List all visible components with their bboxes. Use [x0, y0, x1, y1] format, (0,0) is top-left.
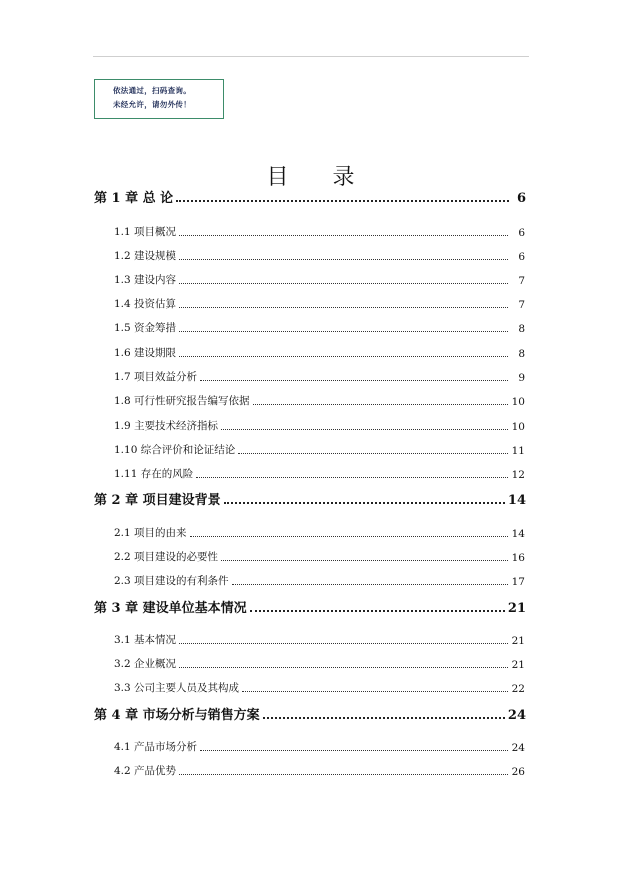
- toc-page-number: 9: [518, 372, 525, 384]
- toc-page-number: 14: [507, 493, 526, 508]
- toc-section-entry[interactable]: [114, 740, 525, 754]
- toc-section-entry[interactable]: [114, 419, 525, 433]
- toc-page-number: 6: [518, 251, 525, 263]
- toc-page-number: 21: [511, 635, 525, 647]
- toc-entry-label: 2.3 项目建设的有利条件: [114, 575, 229, 587]
- toc-entry-label: 1.4 投资估算: [114, 298, 177, 310]
- notice-stamp: [94, 79, 224, 119]
- toc-section-entry[interactable]: [114, 526, 525, 540]
- toc-entry-label: 3.3 公司主要人员及其构成: [114, 682, 240, 694]
- toc-title: 目录: [266, 165, 399, 190]
- toc-section-entry[interactable]: [114, 681, 525, 695]
- toc-entry-label: 1.3 建设内容: [114, 274, 177, 286]
- dot-leader: [179, 307, 508, 308]
- toc-chapter-entry[interactable]: [94, 598, 526, 616]
- toc-page-number: 17: [511, 576, 525, 588]
- dot-leader: [242, 691, 508, 692]
- dot-leader: [238, 453, 508, 454]
- toc-entry-label: 3.1 基本情况: [114, 634, 177, 646]
- toc-section-entry[interactable]: [114, 321, 525, 335]
- toc-entry-label: 1.2 建设规模: [114, 250, 177, 262]
- dot-leader: [179, 259, 508, 260]
- toc-entry-label: 1.1 项目概况: [114, 226, 177, 238]
- toc-section-entry[interactable]: [114, 273, 525, 287]
- toc-page-number: 14: [511, 528, 525, 540]
- toc-page-number: 7: [518, 299, 525, 311]
- toc-entry-label: 1.9 主要技术经济指标: [114, 420, 219, 432]
- toc-page-number: 8: [518, 348, 525, 360]
- toc-section-entry[interactable]: [114, 467, 525, 481]
- toc-entry-label: 4.1 产品市场分析: [114, 741, 198, 753]
- toc-page-number: 11: [511, 445, 525, 457]
- toc-entry-label: 第 1 章 总 论: [94, 191, 174, 206]
- dot-leader: [179, 774, 508, 775]
- toc-entry-label: 3.2 企业概况: [114, 658, 177, 670]
- dot-leader: [200, 750, 508, 751]
- toc-section-entry[interactable]: [114, 370, 525, 384]
- toc-entry-label: 1.10 综合评价和论证结论: [114, 444, 236, 456]
- dot-leader: [253, 404, 508, 405]
- dot-leader: [179, 331, 508, 332]
- toc-page-number: 26: [511, 766, 525, 778]
- toc-entry-label: 1.8 可行性研究报告编写依据: [114, 395, 250, 407]
- dot-leader: [179, 643, 508, 644]
- dot-leader: [250, 610, 505, 612]
- toc-chapter-entry[interactable]: [94, 705, 526, 723]
- dot-leader: [179, 283, 508, 284]
- dot-leader: [263, 717, 505, 719]
- toc-section-entry[interactable]: [114, 764, 525, 778]
- toc-page-number: 10: [511, 396, 525, 408]
- dot-leader: [190, 536, 508, 537]
- header-rule: [93, 56, 529, 57]
- toc-section-entry[interactable]: [114, 633, 525, 647]
- dot-leader: [176, 200, 509, 202]
- toc-section-entry[interactable]: [114, 657, 525, 671]
- toc-chapter-entry[interactable]: [94, 490, 526, 508]
- dot-leader: [179, 356, 508, 357]
- toc-entry-label: 第 4 章 市场分析与销售方案: [94, 708, 260, 723]
- toc-section-entry[interactable]: [114, 346, 525, 360]
- toc-entry-label: 2.2 项目建设的必要性: [114, 551, 219, 563]
- toc-section-entry[interactable]: [114, 297, 525, 311]
- toc-section-entry[interactable]: [114, 550, 525, 564]
- dot-leader: [179, 667, 508, 668]
- toc-entry-label: 第 3 章 建设单位基本情况: [94, 601, 247, 616]
- dot-leader: [232, 584, 508, 585]
- toc-page-number: 24: [511, 742, 525, 754]
- toc-entry-label: 1.6 建设期限: [114, 347, 177, 359]
- toc-page-number: 16: [511, 552, 525, 564]
- stamp-line-2: 未经允许，请勿外传！: [113, 100, 191, 109]
- dot-leader: [200, 380, 508, 381]
- toc-entry-label: 1.5 资金筹措: [114, 322, 177, 334]
- toc-entry-label: 2.1 项目的由来: [114, 527, 187, 539]
- toc-section-entry[interactable]: [114, 574, 525, 588]
- dot-leader: [221, 560, 508, 561]
- toc-section-entry[interactable]: [114, 225, 525, 239]
- toc-page-number: 12: [511, 469, 525, 481]
- toc-page-number: 6: [516, 191, 526, 206]
- toc-section-entry[interactable]: [114, 443, 525, 457]
- toc-entry-label: 4.2 产品优势: [114, 765, 177, 777]
- toc-page-number: 8: [518, 323, 525, 335]
- dot-leader: [179, 235, 508, 236]
- dot-leader: [221, 429, 508, 430]
- toc-page-number: 21: [507, 601, 526, 616]
- toc-page-number: 7: [518, 275, 525, 287]
- toc-page-number: 10: [511, 421, 525, 433]
- toc-page-number: 22: [511, 683, 525, 695]
- toc-section-entry[interactable]: [114, 249, 525, 263]
- stamp-line-1: 依法通过，扫码查询。: [113, 86, 191, 95]
- toc-section-entry[interactable]: [114, 394, 525, 408]
- toc-entry-label: 第 2 章 项目建设背景: [94, 493, 221, 508]
- toc-entry-label: 1.7 项目效益分析: [114, 371, 198, 383]
- toc-page-number: 6: [518, 227, 525, 239]
- dot-leader: [196, 477, 508, 478]
- toc-page-number: 24: [507, 708, 526, 723]
- toc-page-number: 21: [511, 659, 525, 671]
- toc-chapter-entry[interactable]: [94, 188, 526, 206]
- toc-entry-label: 1.11 存在的风险: [114, 468, 194, 480]
- dot-leader: [224, 502, 505, 504]
